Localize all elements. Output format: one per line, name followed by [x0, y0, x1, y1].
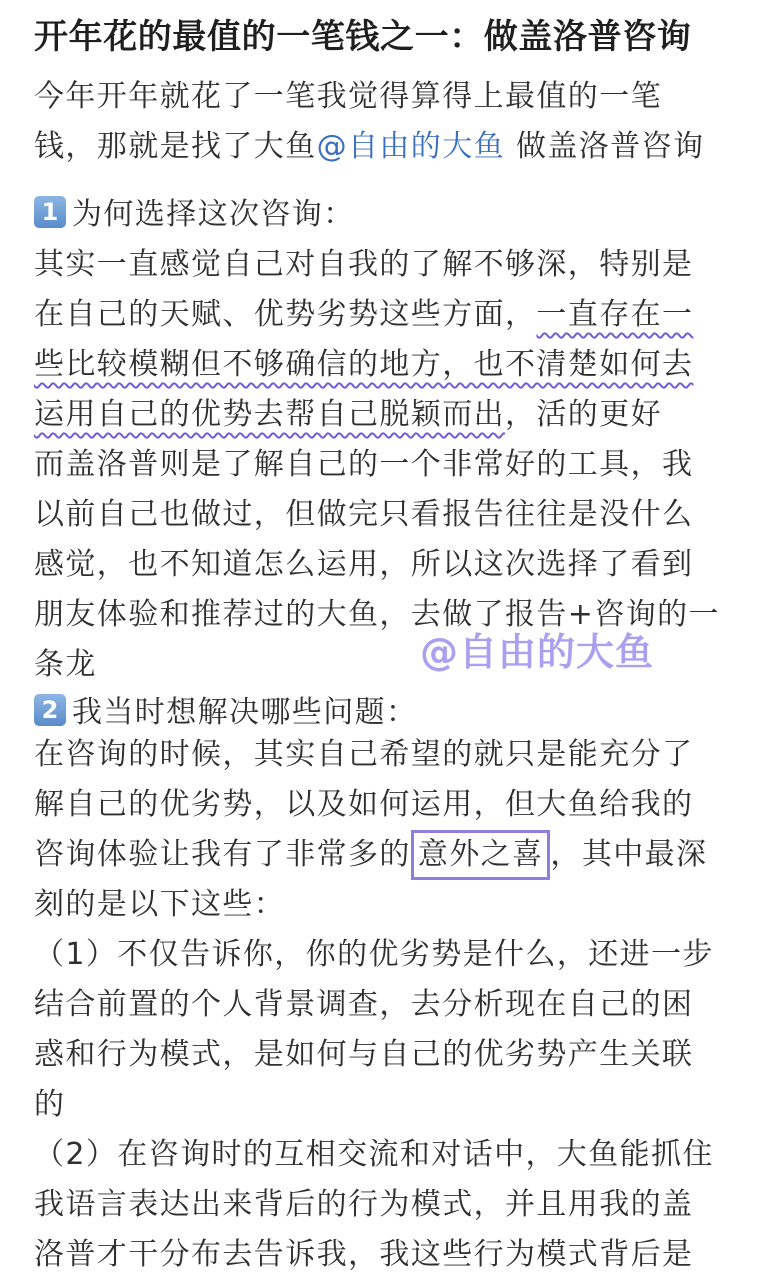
paragraph-text: 咨询体验让我有了非常多的	[34, 837, 411, 872]
list-item-text: 的	[34, 1087, 66, 1122]
paragraph-text: 以前自己也做过，但做完只看报告往往是没什么	[34, 497, 694, 532]
paragraph-text: 而盖洛普则是了解自己的一个非常好的工具，我	[34, 447, 694, 482]
paragraph-line	[34, 640, 97, 690]
list-item-line	[34, 1230, 693, 1280]
paragraph-text: 解自己的优劣势，以及如何运用，但大鱼给我的	[34, 787, 694, 822]
paragraph-text: 在自己的天赋、优势劣势这些方面，	[34, 297, 537, 332]
paragraph-line	[34, 490, 693, 540]
wavy-underlined-text: 些比较模糊但不够确信的地方，也不清楚如何去	[34, 347, 694, 382]
wavy-underlined-text: 一直存在一	[536, 297, 694, 332]
list-item-text: （1）不仅告诉你，你的优劣势是什么，还进一步	[34, 937, 714, 972]
list-item-line	[34, 1130, 714, 1180]
list-item-text: 结合前置的个人背景调查，去分析现在自己的困	[34, 987, 694, 1022]
paragraph-line	[34, 540, 693, 590]
paragraph-line	[34, 880, 285, 930]
section-1-heading	[34, 190, 355, 240]
author-watermark: @自由的大鱼	[420, 630, 655, 674]
keycap-one-icon: 1	[34, 196, 66, 228]
list-item-text: （2）在咨询时的互相交流和对话中，大鱼能抓住	[34, 1137, 714, 1172]
intro-text: 做盖洛普咨询	[505, 129, 705, 164]
list-item-text: 洛普才干分布去告诉我，我这些行为模式背后是	[34, 1237, 694, 1272]
list-item-line	[34, 1030, 693, 1080]
list-item-line	[34, 980, 693, 1030]
paragraph-line	[34, 730, 693, 780]
paragraph-text: 刻的是以下这些：	[34, 887, 286, 922]
list-item-line	[34, 930, 714, 980]
paragraph-text: 感觉，也不知道怎么运用，所以这次选择了看到	[34, 547, 694, 582]
post-title: 开年花的最值的一笔钱之一：做盖洛普咨询	[34, 17, 692, 57]
paragraph-text: 朋友体验和推荐过的大鱼，去做了报告+咨询的一	[34, 597, 720, 632]
paragraph-line	[34, 290, 693, 340]
wavy-underlined-text: 运用自己的优势去帮自己脱颖而出	[34, 397, 505, 432]
user-mention-link[interactable]: @自由的大鱼	[316, 129, 506, 164]
list-item-text: 我语言表达出来背后的行为模式，并且用我的盖	[34, 1187, 694, 1222]
keycap-two-icon: 2	[34, 694, 66, 726]
paragraph-line	[34, 390, 662, 440]
paragraph-line	[34, 780, 693, 830]
paragraph-text: ，其中最深	[550, 837, 708, 872]
intro-text: 今年开年就花了一笔我觉得算得上最值的一笔	[34, 79, 662, 114]
paragraph-text: 在咨询的时候，其实自己希望的就只是能充分了	[34, 737, 694, 772]
list-item-line	[34, 1080, 65, 1130]
intro-text: 钱，那就是找了大鱼	[34, 129, 317, 164]
paragraph-text: 条龙	[34, 647, 97, 682]
paragraph-line	[34, 240, 693, 290]
paragraph-line	[34, 340, 693, 390]
paragraph-text: ，活的更好	[505, 397, 662, 432]
intro-line-1	[34, 72, 662, 122]
list-item-line	[34, 1180, 693, 1230]
section-heading-text: 为何选择这次咨询：	[72, 197, 355, 232]
paragraph-line	[34, 440, 693, 490]
paragraph-text: 其实一直感觉自己对自我的了解不够深，特别是	[34, 247, 694, 282]
list-item-text: 惑和行为模式，是如何与自己的优劣势产生关联	[34, 1037, 694, 1072]
boxed-highlight-text: 意外之喜	[411, 830, 551, 880]
intro-line-2	[34, 122, 704, 172]
paragraph-line	[34, 830, 707, 880]
section-heading-text: 我当时想解决哪些问题：	[72, 695, 418, 730]
